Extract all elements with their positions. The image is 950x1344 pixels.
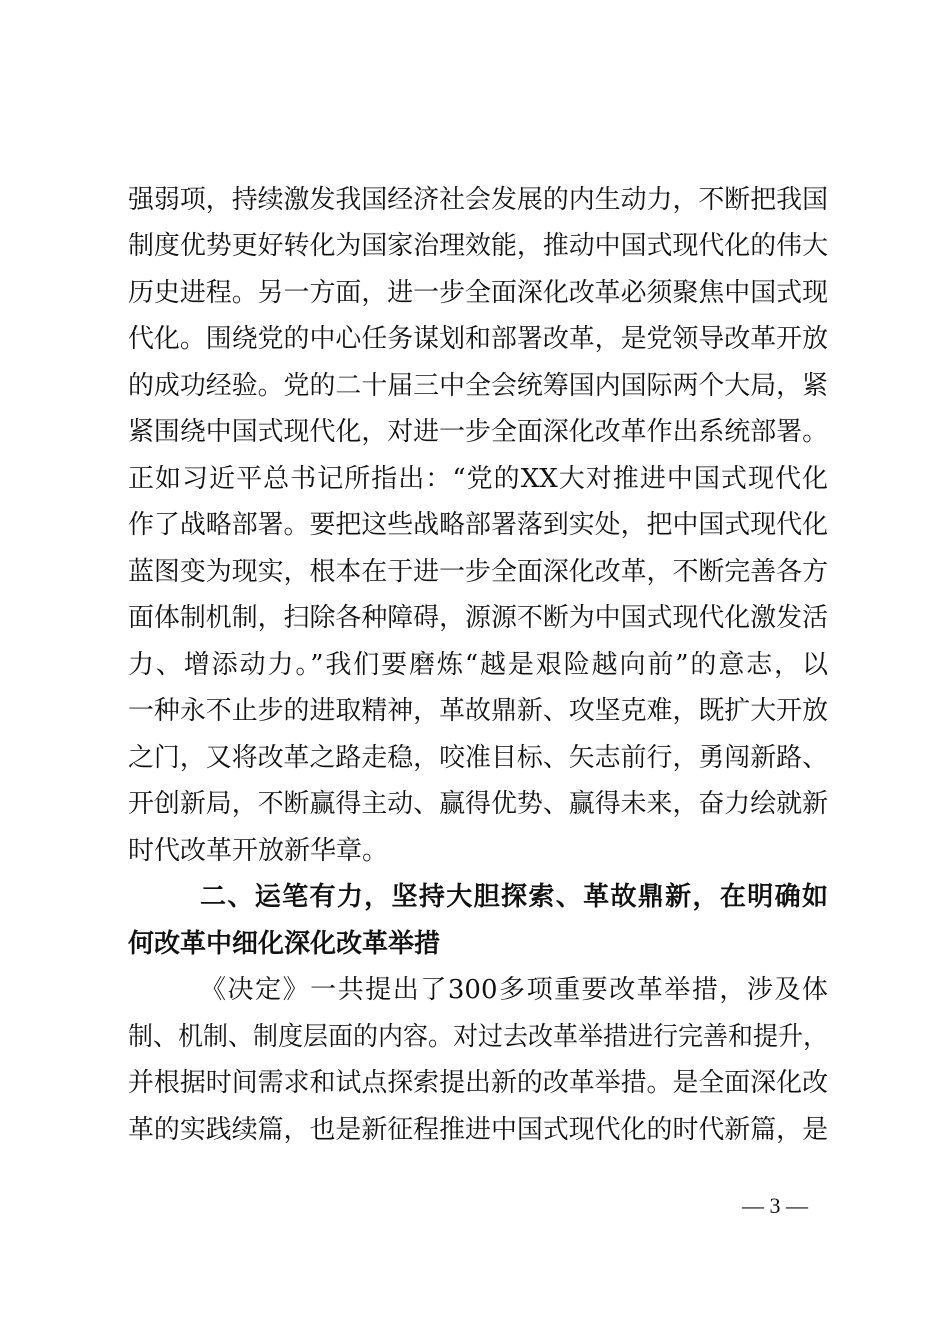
section-heading-line: 二、运笔有力，坚持大胆探索、革故鼎新，在明确如 bbox=[200, 882, 828, 912]
paragraph-line: 代化。围绕党的中心任务谋划和部署改革，是党领导改革开放 bbox=[128, 324, 829, 354]
paragraph-line: 并根据时间需求和试点探索提出新的改革举措。是全面深化改 bbox=[128, 1068, 829, 1098]
paragraph-line: 面体制机制，扫除各种障碍，源源不断为中国式现代化激发活 bbox=[128, 603, 829, 633]
paragraph-line: 制度优势更好转化为国家治理效能，推动中国式现代化的伟大 bbox=[128, 231, 829, 261]
paragraph-line: 《决定》一共提出了300多项重要改革举措，涉及体 bbox=[200, 975, 828, 1005]
paragraph-line: 作了战略部署。要把这些战略部署落到实处，把中国式现代化 bbox=[128, 510, 829, 540]
paragraph-line: 正如习近平总书记所指出：“党的XX大对推进中国式现代化 bbox=[128, 464, 828, 494]
paragraph-line: 力、增添动力。”我们要磨炼“越是艰险越向前”的意志，以 bbox=[128, 650, 828, 680]
paragraph-line: 强弱项，持续激发我国经济社会发展的内生动力，不断把我国 bbox=[128, 185, 829, 215]
paragraph-line: 之门，又将改革之路走稳，咬准目标、矢志前行，勇闯新路、 bbox=[128, 743, 829, 773]
page-number: — 3 — bbox=[742, 1193, 808, 1218]
paragraph-line: 蓝图变为现实，根本在于进一步全面深化改革，不断完善各方 bbox=[128, 557, 829, 587]
paragraph-line: 革的实践续篇，也是新征程推进中国式现代化的时代新篇，是 bbox=[128, 1115, 829, 1145]
paragraph-line: 时代改革开放新华章。 bbox=[128, 836, 389, 866]
paragraph-line: 开创新局，不断赢得主动、赢得优势、赢得未来，奋力绘就新 bbox=[128, 789, 829, 819]
paragraph-line: 紧围绕中国式现代化，对进一步全面深化改革作出系统部署。 bbox=[128, 417, 829, 447]
paragraph-line: 历史进程。另一方面，进一步全面深化改革必须聚焦中国式现 bbox=[128, 278, 829, 308]
paragraph-line: 一种永不止步的进取精神，革故鼎新、攻坚克难，既扩大开放 bbox=[128, 696, 829, 726]
paragraph-line: 的成功经验。党的二十届三中全会统筹国内国际两个大局，紧 bbox=[128, 371, 829, 401]
paragraph-line: 制、机制、制度层面的内容。对过去改革举措进行完善和提升， bbox=[128, 1022, 829, 1052]
section-heading-line: 何改革中细化深化改革举措 bbox=[128, 929, 441, 959]
